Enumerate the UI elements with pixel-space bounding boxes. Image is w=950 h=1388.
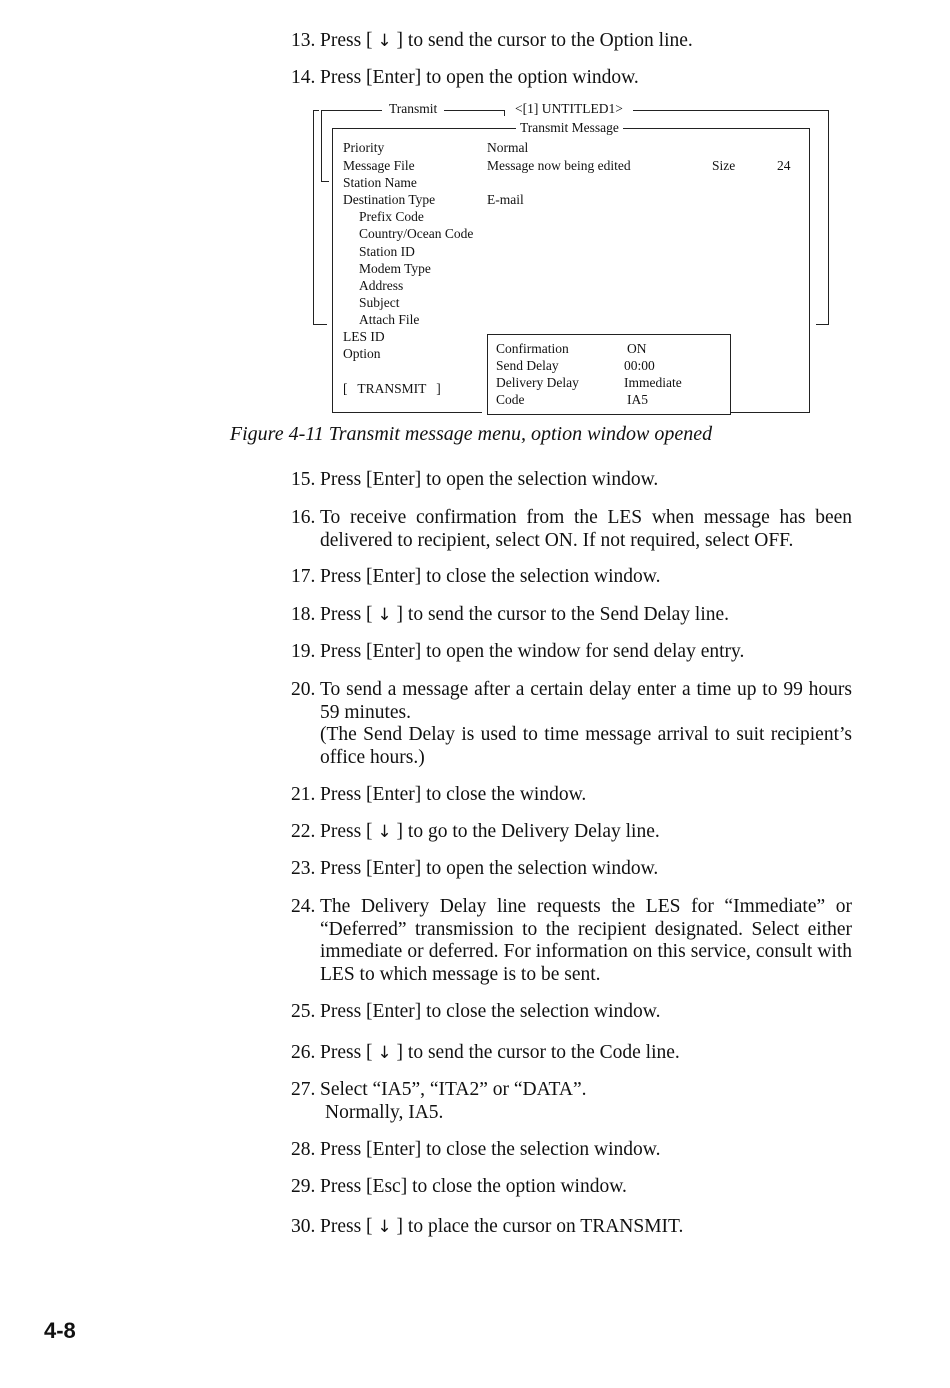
step-20: 20. To send a message after a certain delay enter a time up to 99 hours 59 minutes. (The Send Delay is used to time message arrival to suit recipient’s office hours.)	[291, 679, 852, 768]
step-29: 29. Press [Esc] to close the option window.	[291, 1176, 627, 1197]
step-18: 18. Press [ ↓ ] to send the cursor to the Send Delay line.	[291, 604, 730, 625]
down-arrow-icon: ↓	[377, 31, 392, 51]
option-label-send-delay[interactable]: Send Delay	[496, 358, 559, 373]
field-value-message-file: Message now being edited	[487, 158, 631, 173]
step-17: 17. Press [Enter] to close the selection window.	[291, 566, 661, 587]
option-label-delivery-delay[interactable]: Delivery Delay	[496, 375, 579, 390]
transmit-button[interactable]: [ TRANSMIT ]	[343, 381, 441, 396]
field-label-priority[interactable]: Priority	[343, 140, 385, 155]
field-label-les-id[interactable]: LES ID	[343, 329, 385, 344]
step-24: 24. The Delivery Delay line requests the LES for “Immediate” or “Deferred” transmission to the recipient designated. Select either immediate or deferred. For information on this service, consult with LES to which message is to be sent.	[291, 896, 852, 985]
field-label-station-id[interactable]: Station ID	[359, 244, 415, 259]
field-label-address[interactable]: Address	[359, 278, 404, 293]
option-label-confirmation[interactable]: Confirmation	[496, 341, 569, 356]
step-25: 25. Press [Enter] to close the selection window.	[291, 1001, 661, 1022]
step-28: 28. Press [Enter] to close the selection window.	[291, 1139, 661, 1160]
option-value-code: IA5	[627, 392, 648, 407]
field-value-priority: Normal	[487, 140, 529, 155]
step-14: 14. Press [Enter] to open the option window.	[291, 67, 639, 88]
field-label-subject[interactable]: Subject	[359, 295, 400, 310]
down-arrow-icon: ↓	[377, 1217, 392, 1237]
field-label-station-name[interactable]: Station Name	[343, 175, 417, 190]
step-21: 21. Press [Enter] to close the window.	[291, 784, 587, 805]
down-arrow-icon: ↓	[377, 605, 392, 625]
field-label-prefix-code[interactable]: Prefix Code	[359, 209, 424, 224]
option-value-send-delay: 00:00	[624, 358, 655, 373]
step-27: 27. Select “IA5”, “ITA2” or “DATA”. Normally, IA5.	[291, 1079, 587, 1123]
down-arrow-icon: ↓	[377, 822, 392, 842]
down-arrow-icon: ↓	[377, 1043, 392, 1063]
option-value-confirmation: ON	[627, 341, 647, 356]
field-label-country-ocean-code[interactable]: Country/Ocean Code	[359, 226, 474, 241]
step-30: 30. Press [ ↓ ] to place the cursor on TRANSMIT.	[291, 1216, 684, 1237]
page-number: 4-8	[44, 1318, 76, 1343]
step-15: 15. Press [Enter] to open the selection window.	[291, 469, 659, 490]
field-label-destination-type[interactable]: Destination Type	[343, 192, 436, 207]
transmit-screen-figure	[0, 0, 950, 420]
step-16: 16. To receive confirmation from the LES when message has been delivered to recipient, select ON. If not required, select OFF.	[291, 507, 852, 551]
field-label-attach-file[interactable]: Attach File	[359, 312, 420, 327]
field-value-destination-type: E-mail	[487, 192, 524, 207]
step-23: 23. Press [Enter] to open the selection window.	[291, 858, 659, 879]
step-13: 13. Press [ ↓ ] to send the cursor to the Option line.	[291, 30, 693, 51]
option-window	[487, 334, 731, 415]
option-label-code[interactable]: Code	[496, 392, 525, 407]
option-value-delivery-delay: Immediate	[624, 375, 682, 390]
size-value: 24	[777, 158, 791, 173]
figure-caption: Figure 4-11 Transmit message menu, option window opened	[229, 423, 713, 445]
field-label-message-file[interactable]: Message File	[343, 158, 415, 173]
size-label: Size	[712, 158, 736, 173]
inner-window-title: Transmit Message	[516, 120, 623, 136]
outer-window-title: Transmit	[389, 101, 438, 116]
document-tab[interactable]: <[1] UNTITLED1>	[515, 101, 623, 116]
step-26: 26. Press [ ↓ ] to send the cursor to the Code line.	[291, 1042, 680, 1063]
step-22: 22. Press [ ↓ ] to go to the Delivery Delay line.	[291, 821, 660, 842]
field-label-option[interactable]: Option	[343, 346, 381, 361]
field-label-modem-type[interactable]: Modem Type	[359, 261, 431, 276]
step-19: 19. Press [Enter] to open the window for send delay entry.	[291, 641, 745, 662]
